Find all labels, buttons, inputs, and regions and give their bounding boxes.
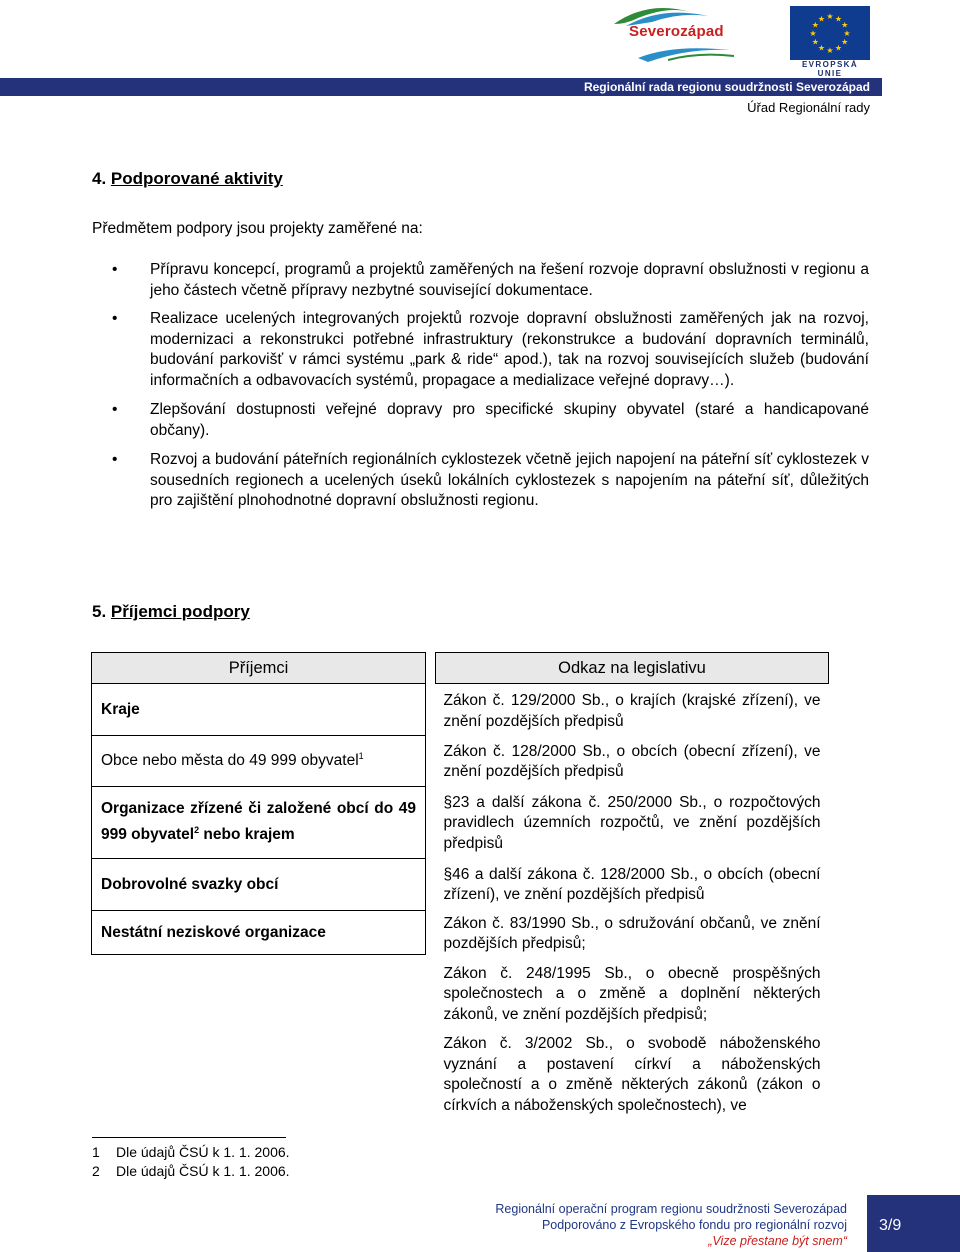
table-row [92,911,829,955]
table-row [92,955,829,1026]
section-5-heading [92,602,250,622]
recipient-cell: Obce nebo města do 49 999 obyvatel$^1$ [101,751,364,770]
eu-star-icon: ★ [811,20,819,30]
table-row [92,684,829,736]
eu-star-icon: ★ [826,12,834,21]
eu-star-icon: ★ [834,14,843,24]
logo-text: Severozápad [629,23,724,40]
eu-star-icon: ★ [834,43,843,53]
bullet-icon: • [112,310,118,327]
header-legislation: Odkaz na legislativu [436,653,829,684]
table-row [92,859,829,911]
list-item-text: Přípravu koncepcí, programů a projektů zaměřených na řešení rozvoje dopravní obslužnosti v regionu a jeho částech včetně přípravy nezbytné související dokumentace. [150,261,869,299]
list-item [112,400,869,441]
section-4-title: Podporované aktivity [110,169,283,188]
recipients-table [91,652,829,1116]
eu-flag-icon [790,6,870,60]
table-row [92,736,829,787]
eu-star-icon: ★ [809,29,817,38]
section-4-number: 4. [92,169,107,188]
legislation-cell: Zákon č. 83/1990 Sb., o sdružování občanů, ve znění pozdějších předpisů; [443,914,821,952]
table-row [92,787,829,859]
bullet-icon: • [112,261,118,278]
section-5-title: Příjemci podpory [110,602,250,621]
eu-star-icon: ★ [826,46,834,55]
bullet-icon: • [112,401,118,418]
eu-star-icon: ★ [817,14,826,24]
header-recipients: Příjemci [92,653,426,684]
footnote: 1 Dle údajů ČSÚ k 1. 1. 2006. [92,1144,290,1160]
list-item [112,450,869,512]
council-name: Regionální rada regionu soudržnosti Severozápad [583,80,870,94]
bullet-icon: • [112,451,118,468]
activity-list [112,260,869,512]
recipient-cell: Organizace zřízené či založené obcí do 49 999 obyvatel$^2$ nebo krajem [101,800,416,844]
page-number-box [867,1195,960,1252]
table-row [92,1025,829,1116]
legislation-cell: §46 a další zákona č. 128/2000 Sb., o obcích (obecní zřízení), ve znění pozdějších předpisů [443,865,821,903]
footer-fund: Podporováno z Evropského fondu pro regionální rozvoj [541,1218,847,1232]
eu-star-icon: ★ [843,29,851,38]
footnotes [92,1143,290,1181]
footer [495,1201,847,1249]
footnote-rule [92,1137,286,1138]
section-4-heading [92,169,283,189]
footer-program: Regionální operační program regionu soudržnosti Severozápad [495,1202,847,1216]
eu-star-icon: ★ [841,20,849,30]
header-bar [0,78,882,96]
legislation-cell: §23 a další zákona č. 250/2000 Sb., o rozpočtových pravidlech územních rozpočtů, ve znění pozdějších předpisů [443,793,821,852]
eu-label: EVROPSKÁ UNIE [801,60,859,78]
list-item-text: Realizace ucelených integrovaných projektů rozvoje dopravní obslužnosti zaměřených jak na rozvoj, modernizaci a rekonstrukci potřebné infrastruktury (rekonstrukce a budování dopravních terminálů, budování parkovišť v rámci systému „park & ride“ apod.), tak na rozvoj souvisejících služeb (budování informačních a odbavovacích systémů, propagace a medializace veřejné dopravy…). [150,310,869,389]
eu-star-icon: ★ [841,37,849,47]
legislation-cell: Zákon č. 129/2000 Sb., o krajích (krajské zřízení), ve znění pozdějších předpisů [443,692,821,730]
eu-star-icon: ★ [817,43,826,53]
table-header-row [92,653,829,684]
list-item [112,260,869,301]
page-number: 3/9 [879,1217,902,1234]
legislation-cell: Zákon č. 3/2002 Sb., o svobodě náboženského vyznání a postavení církví a náboženských společností a o změně některých zákonů (zákon o církvích a náboženských společnostech), ve [443,1035,821,1114]
recipient-cell: Kraje [101,700,140,718]
list-item [112,309,869,391]
footer-slogan: „Vize přestane být snem“ [708,1234,847,1248]
list-item-text: Rozvoj a budování páteřních regionálních cyklostezek včetně jejich napojení na páteřní síť cyklostezek v sousedních regionech a ucelených úseků lokálních cyklostezek s napojením na páteřní síť, důležitých pro zajištění plnohodnotné dopravní obslužnosti regionu. [150,451,869,509]
recipient-cell: Dobrovolné svazky obcí [101,875,279,893]
footnote: 2 Dle údajů ČSÚ k 1. 1. 2006. [92,1163,290,1179]
eu-star-icon: ★ [811,37,819,47]
office-name: Úřad Regionální rady [747,100,870,115]
recipient-cell: Nestátní neziskové organizace [101,923,326,941]
legislation-cell: Zákon č. 128/2000 Sb., o obcích (obecní zřízení), ve znění pozdějších předpisů [443,742,821,780]
section-5-number: 5. [92,602,107,621]
legislation-cell: Zákon č. 248/1995 Sb., o obecně prospěšných společnostech a o změně a doplnění některých zákonů, ve znění pozdějších předpisů; [443,964,821,1023]
section-4-intro: Předmětem podpory jsou projekty zaměřené na: [92,220,423,237]
list-item-text: Zlepšování dostupnosti veřejné dopravy pro specifické skupiny obyvatel (staré a handicapované občany). [150,401,869,439]
